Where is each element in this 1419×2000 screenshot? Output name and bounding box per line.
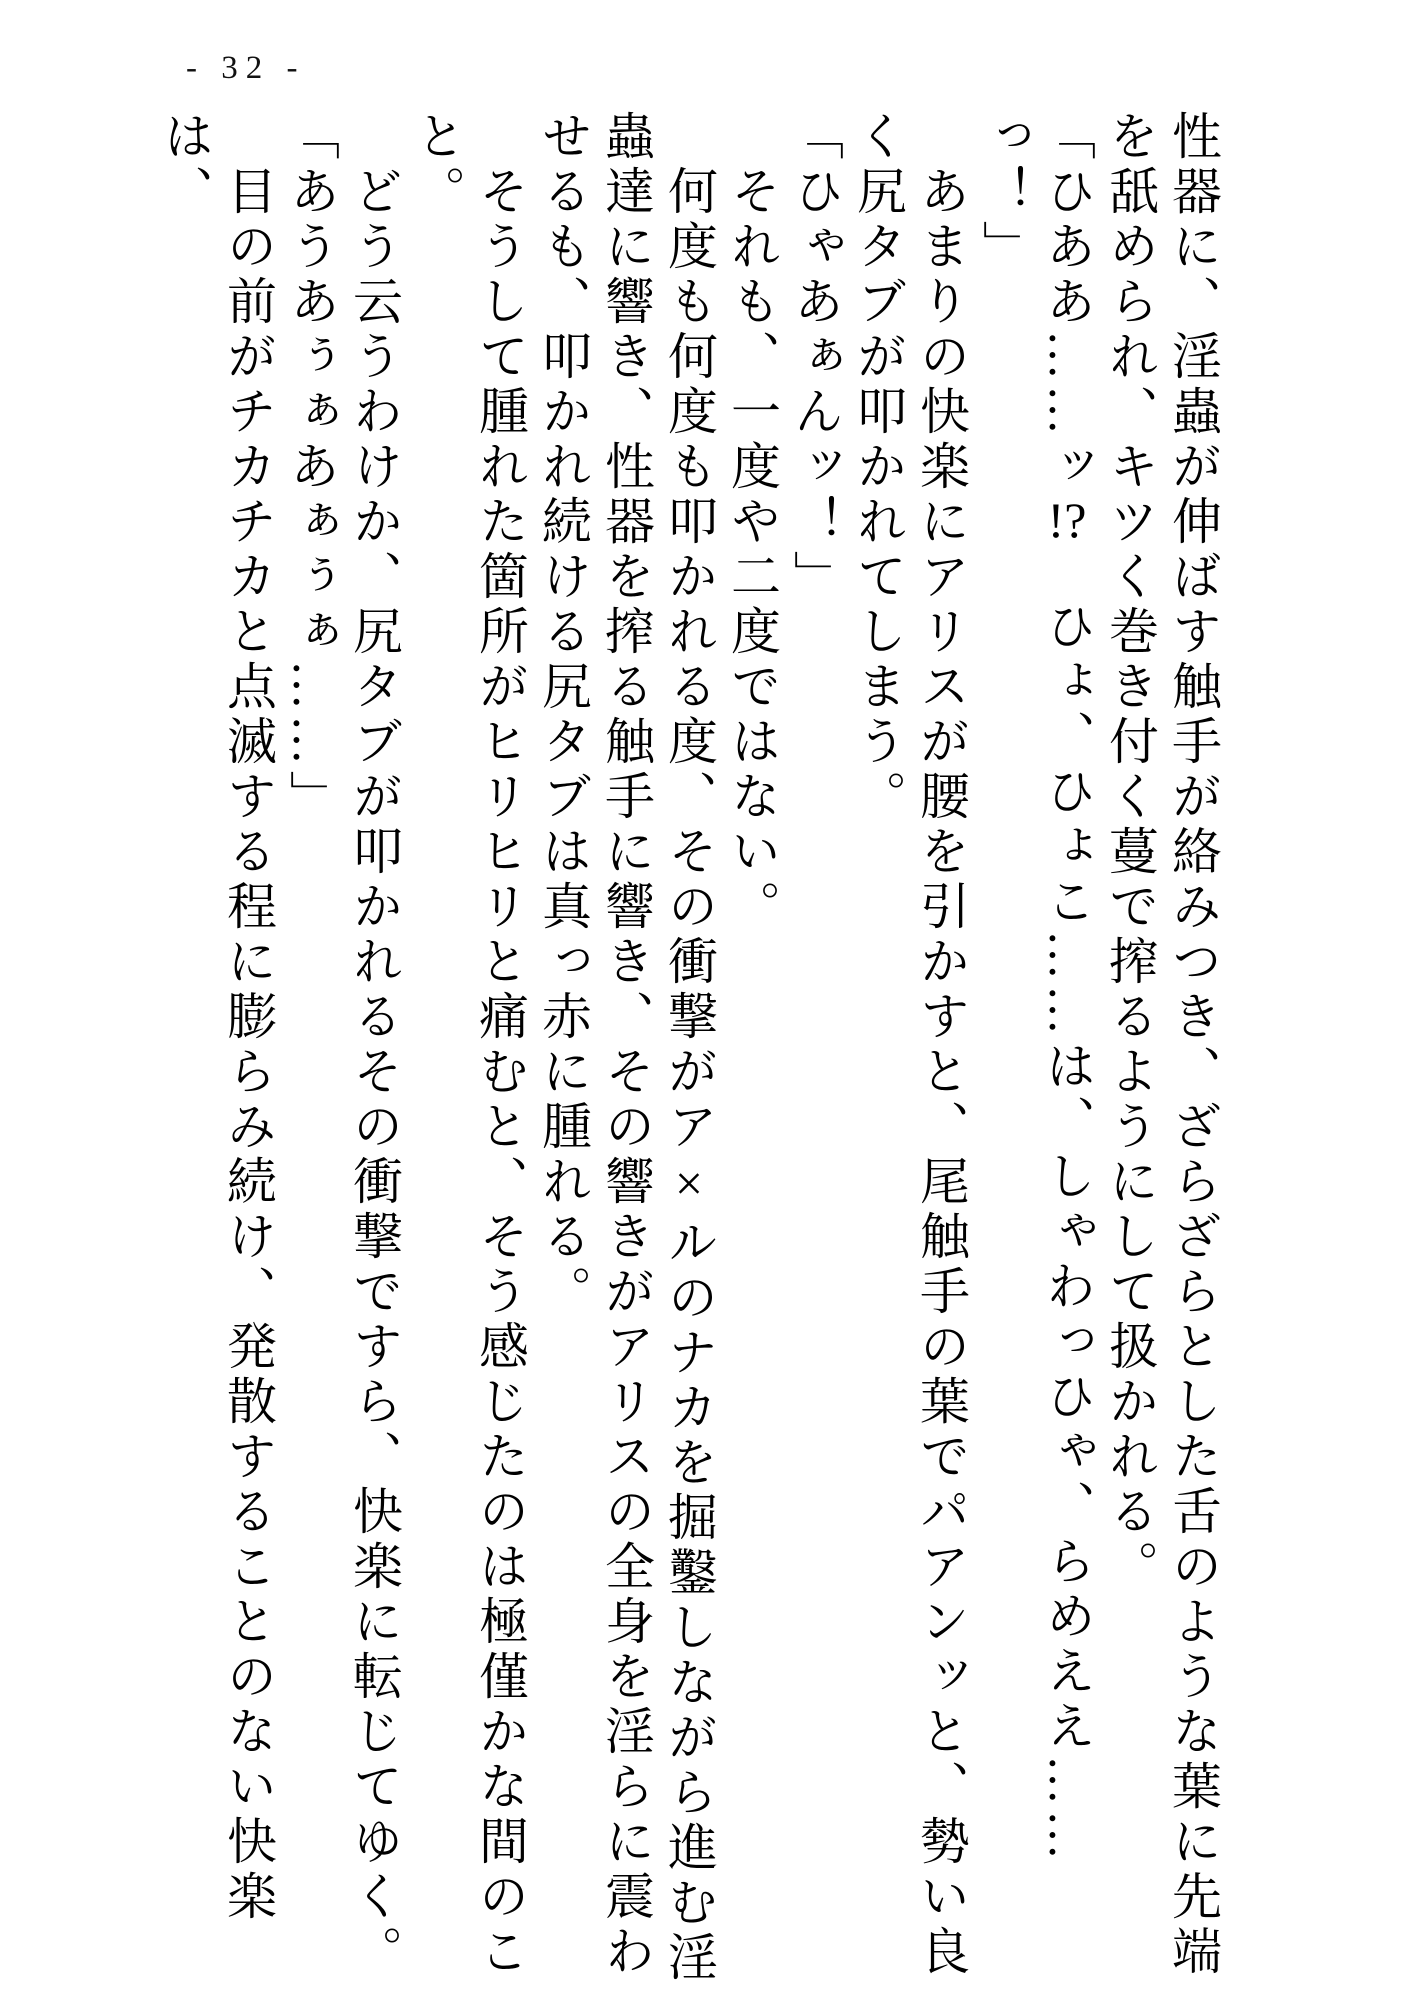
text-column: それも、一度や二度ではない。 — [724, 165, 780, 935]
text-column: 目の前がチカチカと点滅する程に膨らみ続け、発散することのない快楽は、 — [157, 110, 276, 1925]
text-column: あまりの快楽にアリスが腰を引かすと、尾触手の葉でパアンッと、勢い良 — [913, 165, 969, 1980]
text-column: 何度も何度も叩かれる度、その衝撃がア×ルのナカを掘鑿しながら進む淫 — [661, 165, 717, 1986]
text-column: っ！」 — [976, 110, 1032, 275]
text-column: 蟲達に響き、性器を搾る触手に響き、その響きがアリスの全身を淫らに震わ — [598, 110, 654, 1980]
text-column: そうして腫れた箇所がヒリヒリと痛むと、そう感じたのは極僅かな間のこ — [472, 165, 528, 1980]
text-column: く尻タブが叩かれてしまう。 — [850, 110, 906, 825]
exclamation-question-tcy: !? — [1047, 495, 1087, 545]
text-column: せるも、叩かれ続ける尻タブは真っ赤に腫れる。 — [535, 110, 591, 1320]
text-column: と。 — [409, 110, 465, 220]
text-column: 「あうあぅぁあぁぅぁ……」 — [283, 110, 339, 825]
text-column: 性器に、淫蟲が伸ばす触手が絡みつき、ざらざらとした舌のような葉に先端 — [1165, 110, 1221, 1980]
text-column: 「ひゃあぁんッ！」 — [787, 110, 843, 605]
text-column: 「ひああ……ッ!? ひょ、ひょこ……は、しゃわっひゃ、らめええ…… — [1039, 110, 1095, 1865]
text-body — [153, 110, 1224, 1990]
page-number: - 32 - — [186, 50, 306, 86]
text-column: どう云うわけか、尻タブが叩かれるその衝撃ですら、快楽に転じてゆく。 — [346, 165, 402, 1980]
text-column: を舐められ、キツく巻き付く蔓で搾るようにして扱かれる。 — [1102, 110, 1158, 1595]
